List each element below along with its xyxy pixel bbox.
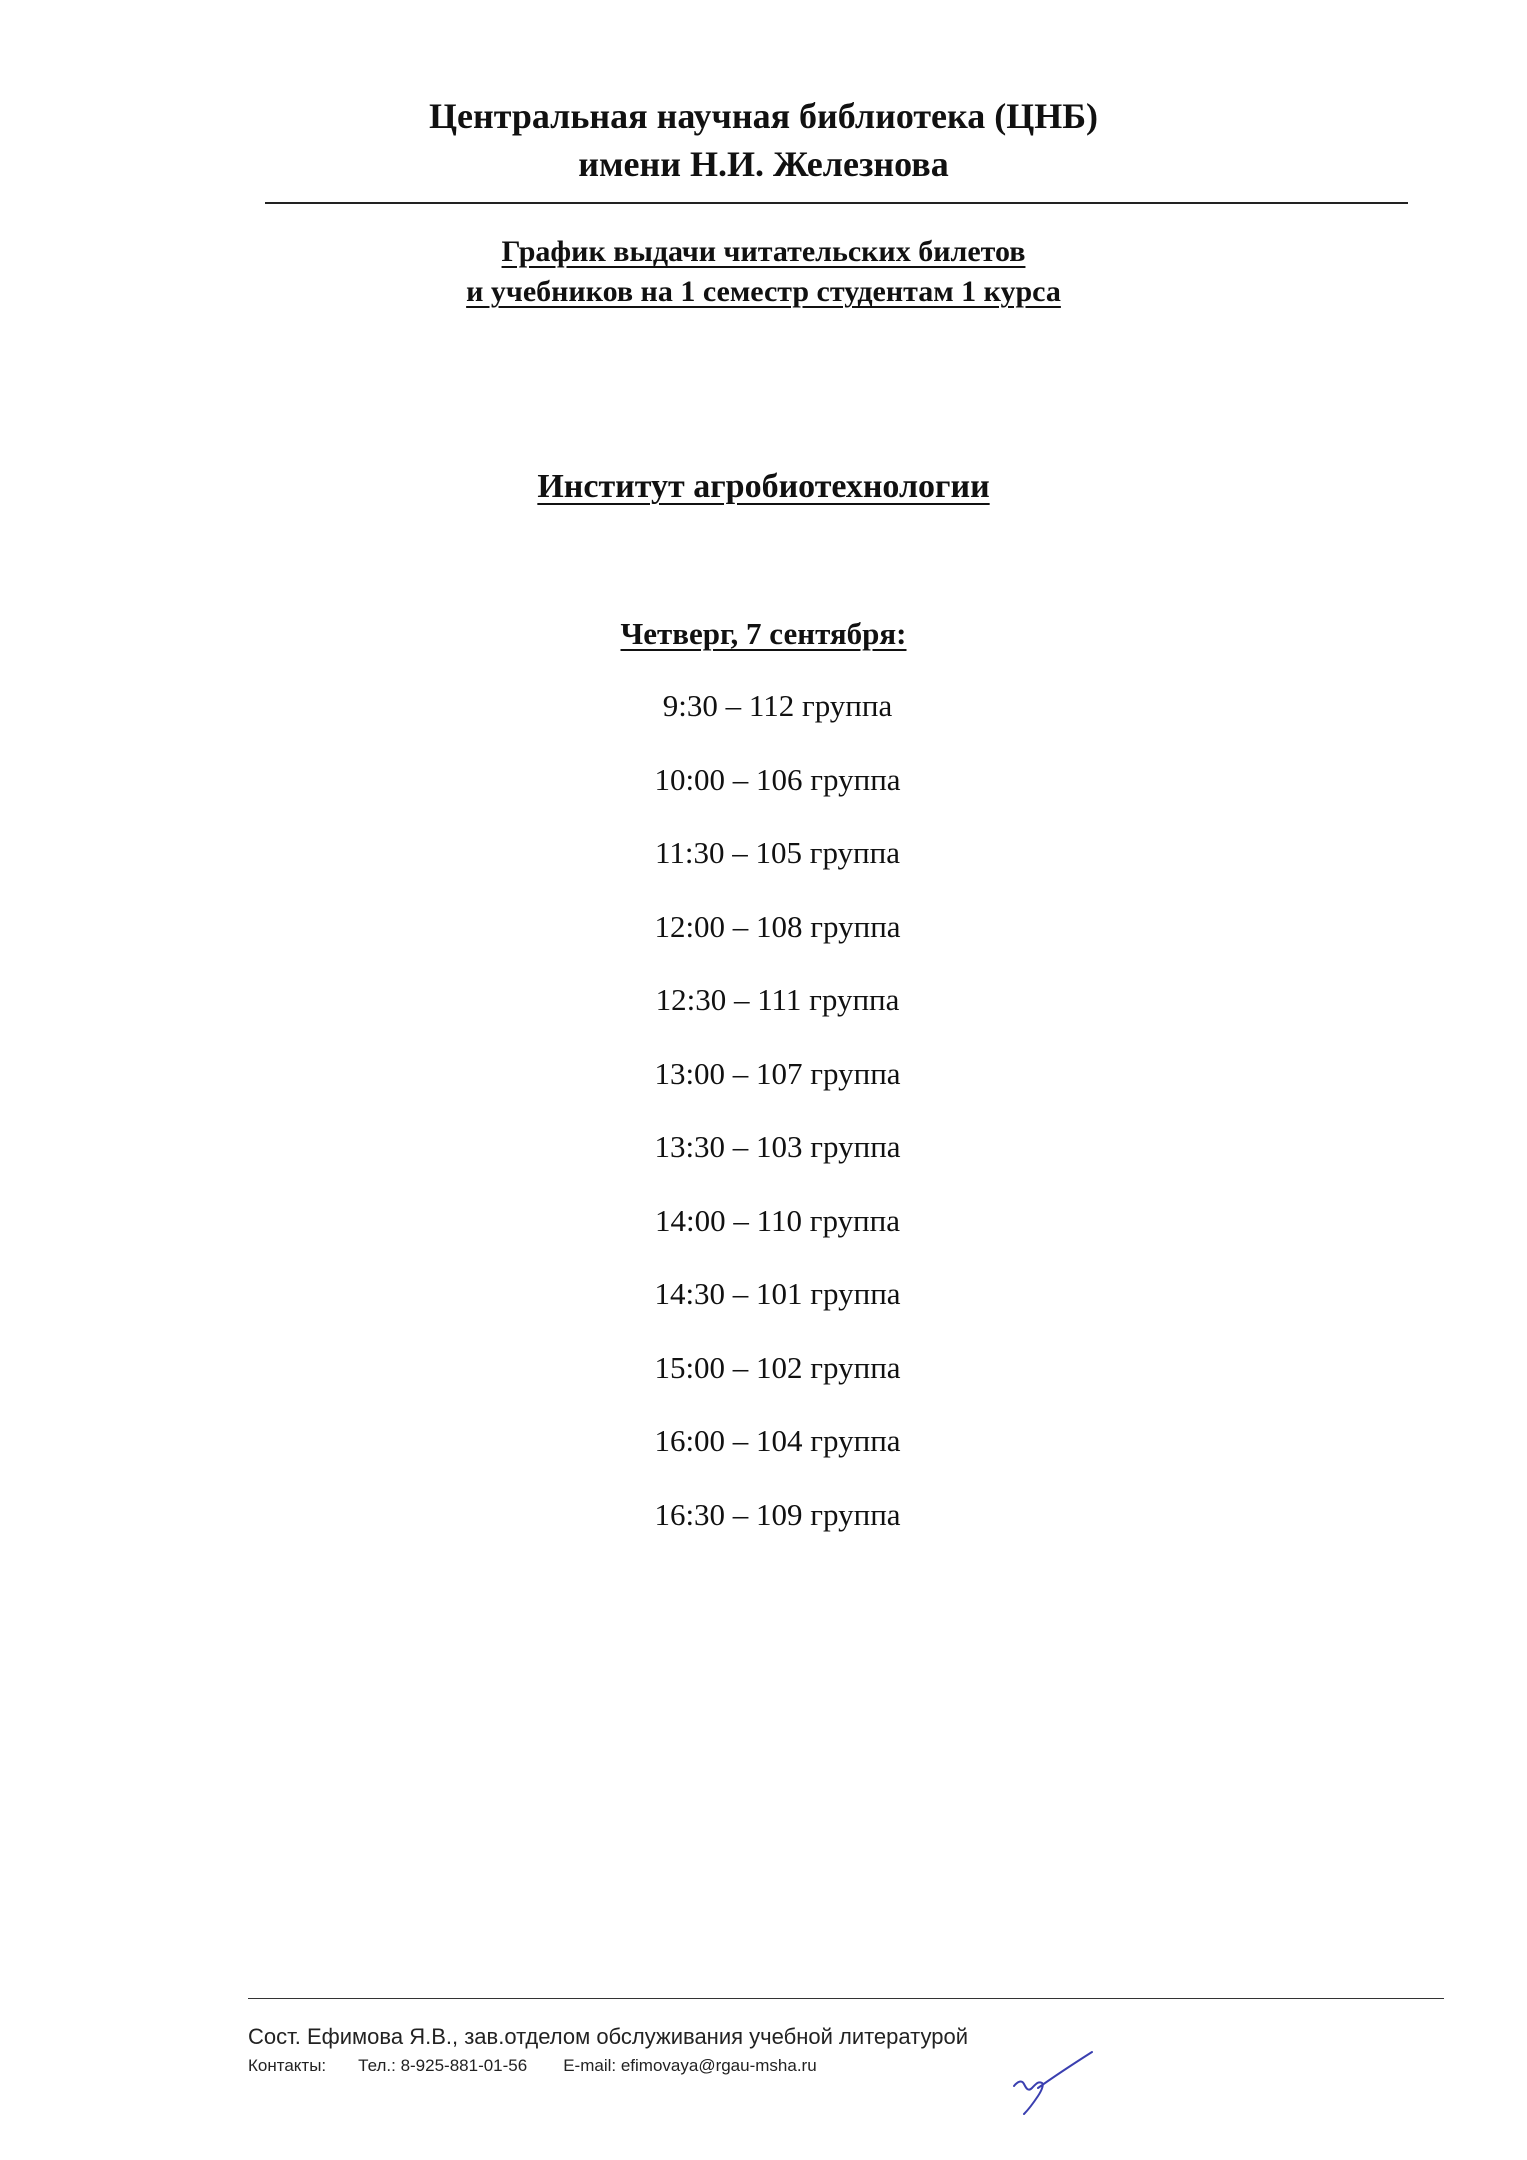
contact-email: E-mail: efimovaya@rgau-msha.ru — [563, 2056, 817, 2075]
time-slot: 16:30 – 109 группа — [654, 1496, 901, 1532]
time-slot: 15:00 – 102 группа — [654, 1349, 901, 1385]
time-slot: 11:30 – 105 группа — [655, 835, 900, 870]
institute-name: Институт агробиотехнологии — [537, 468, 990, 505]
footer-author: Сост. Ефимова Я.В., зав.отделом обслуживания учебной литературой — [248, 2024, 968, 2049]
schedule-title — [0, 232, 1527, 312]
schedule-title-line2: и учебников на 1 семестр студентам 1 курса — [466, 275, 1061, 308]
institute-heading — [0, 465, 1527, 509]
schedule-title-line1: График выдачи читательских билетов — [501, 235, 1026, 268]
day-label: Четверг, 7 сентября: — [620, 616, 907, 651]
time-slot: 12:00 – 108 группа — [654, 908, 901, 944]
contacts-label: Контакты: — [248, 2056, 327, 2075]
time-slot: 16:00 – 104 группа — [654, 1423, 901, 1458]
library-title-line2: имени Н.И. Железнова — [578, 144, 949, 184]
time-slot: 13:30 – 103 группа — [654, 1129, 901, 1164]
time-slot-list — [0, 686, 1527, 1568]
time-slot: 13:00 – 107 группа — [654, 1055, 901, 1091]
library-title — [0, 92, 1527, 188]
contact-phone: Тел.: 8-925-881-01-56 — [358, 2056, 528, 2075]
time-slot: 14:30 – 101 группа — [654, 1276, 901, 1311]
signature-mark — [1008, 2048, 1098, 2118]
time-slot: 12:30 – 111 группа — [655, 982, 900, 1017]
day-heading — [0, 614, 1527, 654]
library-title-line1: Центральная научная библиотека (ЦНБ) — [428, 96, 1099, 136]
footer-contacts — [248, 2055, 817, 2077]
time-slot: 10:00 – 106 группа — [654, 761, 901, 797]
time-slot: 9:30 – 112 группа — [662, 688, 893, 723]
time-slot: 14:00 – 110 группа — [655, 1202, 900, 1238]
header-divider — [265, 202, 1408, 204]
footer-divider — [248, 1998, 1444, 1999]
